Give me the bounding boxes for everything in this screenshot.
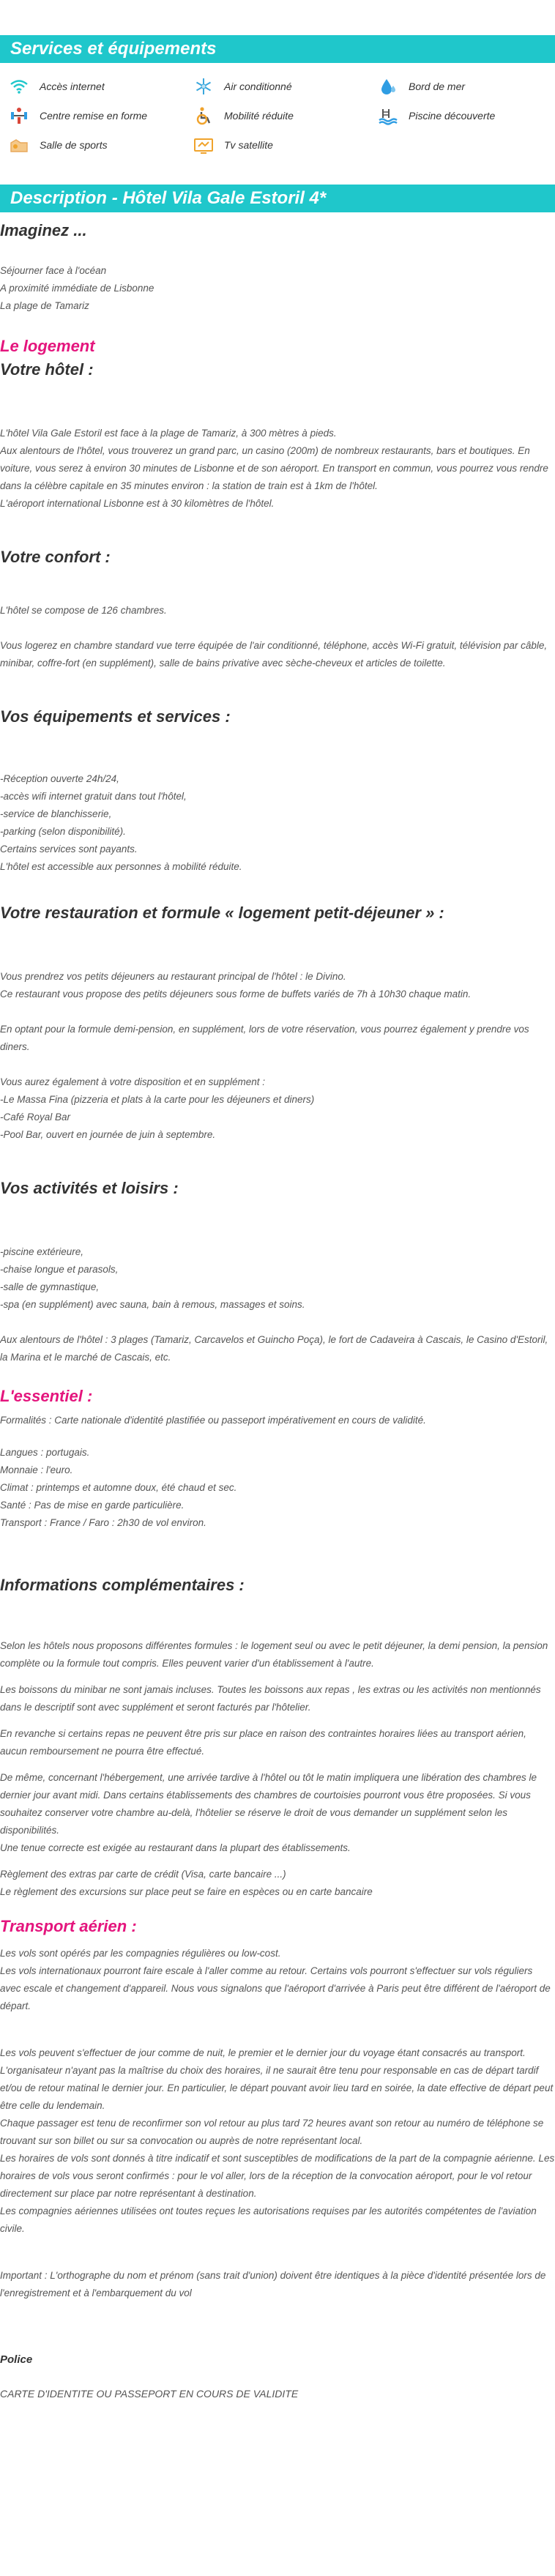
equipement-line: Certains services sont payants.: [0, 844, 138, 855]
activite-line: -chaise longue et parasols,: [0, 1264, 119, 1275]
police-text: CARTE D'IDENTITE OU PASSEPORT EN COURS DE VALIDITE: [0, 2388, 299, 2400]
hotel-paragraph: Aux alentours de l'hôtel, vous trouverez un grand parc, un casino (200m) de nombreux restaurants, bars et boutiques. En voiture, vous serez à environ 30 minutes de Lisbonne et de son aéroport. En transport en commun, vous pourrez vous rendre dans la célèbre capitale en 35 minutes environ : la station de train est à 1km de l'hôtel.: [0, 445, 548, 491]
wheelchair-icon: [192, 106, 215, 125]
restauration-line: Vous aurez également à votre disposition et en supplément :: [0, 1076, 265, 1087]
snowflake-icon: [192, 77, 215, 96]
restauration-line: -Café Royal Bar: [0, 1112, 71, 1123]
restauration-line: -Pool Bar, ouvert en journée de juin à septembre.: [0, 1129, 216, 1140]
hotel-paragraph: L'hôtel Vila Gale Estoril est face à la plage de Tamariz, à 300 mètres à pieds.: [0, 428, 337, 439]
service-item: [376, 76, 555, 97]
restauration-line: Vous prendrez vos petits déjeuners au restaurant principal de l'hôtel : le Divino.: [0, 971, 346, 982]
confort-paragraph: L'hôtel se compose de 126 chambres.: [0, 605, 167, 616]
essentiel-heading: L'essentiel :: [0, 1387, 93, 1405]
imaginez-line: La plage de Tamariz: [0, 300, 89, 311]
service-item: [7, 135, 192, 155]
service-label: Air conditionné: [224, 81, 292, 92]
restauration-line: Ce restaurant vous propose des petits déjeuners sous forme de buffets variés de 7h à 10h30 chaque matin.: [0, 989, 472, 999]
transport-heading: Transport aérien :: [0, 1917, 137, 1935]
pool-icon: [376, 106, 400, 125]
service-item: [192, 135, 376, 155]
restauration-heading: Votre restauration et formule « logement petit-déjeuner » :: [0, 904, 444, 922]
police-heading: Police: [0, 2353, 33, 2366]
imaginez-heading: Imaginez ...: [0, 221, 87, 239]
transport-line: Les vols internationaux pourront faire escale à l'aller comme au retour. Certains vols pourront s'effectuer sur vols réguliers avec escale et changement d'appareil. Nous vous signalons que l'aéroport d'arrivée à Paris peut être différent de l'aéroport de départ.: [0, 1965, 551, 2011]
activites-heading: Vos activités et loisirs :: [0, 1179, 179, 1197]
infos-paragraph: Selon les hôtels nous proposons différentes formules : le logement seul ou avec le petit déjeuner, la demi pension, la pension complète ou la formule tout compris. Elles peuvent varier d'un établissement à l'autre.: [0, 1640, 548, 1669]
equipement-line: -Réception ouverte 24h/24,: [0, 773, 119, 784]
essentiel-line: Transport : France / Faro : 2h30 de vol environ.: [0, 1517, 206, 1528]
equipement-line: -accès wifi internet gratuit dans tout l'hôtel,: [0, 791, 187, 802]
essentiel-line: Monnaie : l'euro.: [0, 1464, 73, 1475]
infos-line: Règlement des extras par carte de crédit (Visa, carte bancaire ...): [0, 1869, 286, 1880]
activite-line: -spa (en supplément) avec sauna, bain à remous, massages et soins.: [0, 1299, 305, 1310]
equipements-heading: Vos équipements et services :: [0, 707, 231, 726]
equipement-line: -parking (selon disponibilité).: [0, 826, 126, 837]
confort-paragraph: Vous logerez en chambre standard vue terre équipée de l'air conditionné, téléphone, accès Wi-Fi gratuit, télévision par câble, minibar, coffre-fort (en supplément), salle de bains privative avec sèche-cheveux et articles de toilette.: [0, 640, 548, 669]
service-label: Bord de mer: [409, 81, 466, 92]
essentiel-line: Langues : portugais.: [0, 1447, 90, 1458]
restauration-paragraph: En optant pour la formule demi-pension, en supplément, lors de votre réservation, vous pourrez également y prendre vos diners.: [0, 1024, 529, 1052]
service-label: Tv satellite: [224, 139, 273, 151]
service-label: Salle de sports: [40, 139, 108, 151]
essentiel-line: Climat : printemps et automne doux, été chaud et sec.: [0, 1482, 237, 1493]
votre-hotel-heading: Votre hôtel :: [0, 360, 94, 379]
description-title: Description - Hôtel Vila Gale Estoril 4*: [10, 188, 327, 208]
hotel-paragraph: L'aéroport international Lisbonne est à 30 kilomètres de l'hôtel.: [0, 498, 275, 509]
activite-line: -salle de gymnastique,: [0, 1281, 100, 1292]
equipement-line: -service de blanchisserie,: [0, 808, 112, 819]
service-item: [192, 76, 376, 97]
transport-line: Les horaires de vols sont donnés à titre indicatif et sont susceptibles de modifications de la part de la compagnie aérienne. Les horaires de vols vous seront confirmés : pour le vol aller, lors de la réception de la convocation aéroport, pour le vol retour directement sur place par notre représentant à destination.: [0, 2153, 555, 2199]
description-banner: [0, 185, 555, 212]
infos-paragraph: En revanche si certains repas ne peuvent être pris sur place en raison des contraintes horaires liées au transport aérien, aucun remboursement ne pourra être effectué.: [0, 1728, 526, 1757]
service-item: [7, 76, 192, 97]
transport-line: Les compagnies aériennes utilisées ont toutes reçues les autorisations requises par les autorités compétentes de l'aviation civile.: [0, 2205, 537, 2234]
service-label: Accès internet: [40, 81, 105, 92]
logement-heading: Le logement: [0, 337, 95, 355]
service-item: [192, 105, 376, 126]
essentiel-formalites: Formalités : Carte nationale d'identité plastifiée ou passeport impérativement en cours de validité.: [0, 1415, 426, 1426]
activites-paragraph: Aux alentours de l'hôtel : 3 plages (Tamariz, Carcavelos et Guincho Poça), le fort de Cadaveira à Cascais, le Casino d'Estoril, la Marina et le marché de Cascais, etc.: [0, 1334, 548, 1363]
fitness-icon: [7, 106, 31, 125]
infos-heading: Informations complémentaires :: [0, 1576, 245, 1594]
water-drop-icon: [376, 77, 400, 96]
transport-line: Les vols peuvent s'effectuer de jour comme de nuit, le premier et le dernier jour du voyage étant consacrés au transport. L'organisateur n'ayant pas la maîtrise du choix des horaires, il ne saurait être tenu pour responsable en cas de départ tardif et/ou de retour matinal le dernier jour. En particulier, le départ pouvant avoir lieu tard en soirée, la date effective de départ peut être celle du lendemain.: [0, 2047, 554, 2111]
restauration-line: -Le Massa Fina (pizzeria et plats à la carte pour les déjeuners et diners): [0, 1094, 315, 1105]
service-label: Centre remise en forme: [40, 110, 148, 122]
service-item: [376, 105, 555, 126]
infos-paragraph: Les boissons du minibar ne sont jamais incluses. Toutes les boissons aux repas , les extras ou les activités non mentionnés dans le descriptif sont avec supplément et seront facturés par l'hôtelier.: [0, 1684, 541, 1713]
infos-paragraph: De même, concernant l'hébergement, une arrivée tardive à l'hôtel ou tôt le matin impliquera une libération des chambres le dernier jour avant midi. Dans certains établissements des chambres de courtoisies pourront vous être proposées. Si vous souhaitez conserver votre chambre au-delà, l'hôtelier se réserve le droit de vous demander un supplément selon les disponibilités.: [0, 1772, 537, 1836]
imaginez-line: Séjourner face à l'océan: [0, 265, 107, 276]
activite-line: -piscine extérieure,: [0, 1246, 84, 1257]
equipement-line: L'hôtel est accessible aux personnes à mobilité réduite.: [0, 861, 242, 872]
infos-line: Le règlement des excursions sur place peut se faire en espèces ou en carte bancaire: [0, 1886, 373, 1897]
imaginez-line: A proximité immédiate de Lisbonne: [0, 283, 154, 294]
confort-heading: Votre confort :: [0, 548, 111, 566]
essentiel-line: Santé : Pas de mise en garde particulière.: [0, 1500, 185, 1511]
service-item: [7, 105, 192, 126]
transport-line: Les vols sont opérés par les compagnies régulières ou low-cost.: [0, 1948, 281, 1959]
infos-paragraph: Une tenue correcte est exigée au restaurant dans la plupart des établissements.: [0, 1842, 351, 1853]
transport-important: Important : L'orthographe du nom et prénom (sans trait d'union) doivent être identiques à la pièce d'identité présentée lors de l'enregistrement et à l'embarquement du vol: [0, 2270, 546, 2298]
services-banner: [0, 35, 555, 63]
service-label: Piscine découverte: [409, 110, 496, 122]
description-content: [0, 221, 555, 2400]
tv-icon: [192, 135, 215, 155]
service-label: Mobilité réduite: [224, 110, 294, 122]
transport-line: Chaque passager est tenu de reconfirmer son vol retour au plus tard 72 heures avant son retour au numéro de téléphone se trouvant sur son billet ou sur sa convocation ou auprès de notre représentant local.: [0, 2118, 544, 2146]
wifi-icon: [7, 77, 31, 96]
sports-hall-icon: [7, 135, 31, 155]
services-title: Services et équipements: [10, 39, 217, 59]
services-grid: [0, 63, 555, 155]
